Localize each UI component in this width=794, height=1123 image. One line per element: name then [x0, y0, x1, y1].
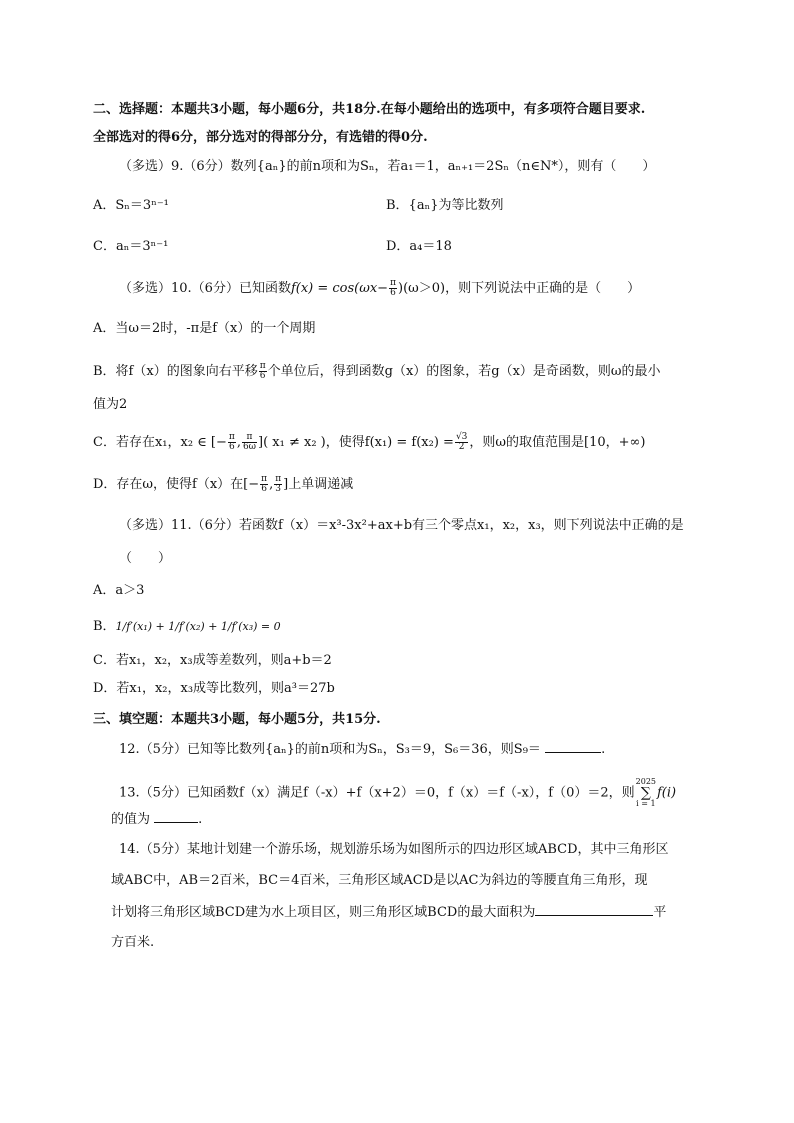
q12-text: 12.（5分）已知等比数列{aₙ}的前n项和为Sₙ，S₃＝9，S₆＝36，则S₉＝ .: [119, 742, 606, 757]
q11-option-b-expr: 1/f′(x₁) + 1/f′(x₂) + 1/f′(x₃) = 0: [115, 620, 281, 633]
q10-frac-pi6-b: $\frac{\pi}{6}$: [259, 361, 266, 381]
q12-answer-blank[interactable]: [545, 740, 601, 753]
q11-stem: （多选）11.（6分）若函数f（x）＝x³-3x²+ax+b有三个零点x₁，x₂，x₃，则下列说法中正确的是: [119, 518, 684, 533]
q10-frac-pi6: $\frac{\pi}{6}$: [390, 278, 396, 298]
q14-line3: 计划将三角形区域BCD建为水上项目区，则三角形区域BCD的最大面积为 平: [111, 905, 667, 920]
q11-option-c: C．若x₁，x₂，x₃成等差数列，则a+b＝2: [93, 653, 332, 668]
q14-answer-blank[interactable]: [535, 903, 653, 916]
q13-answer-blank[interactable]: [154, 810, 198, 823]
section2-header-line1: 二、选择题：本题共3小题，每小题6分，共18分.在每小题给出的选项中，有多项符合题目要求.: [93, 102, 646, 117]
q9-stem: （多选）9.（6分）数列{aₙ}的前n项和为Sₙ，若a₁＝1，aₙ₊₁＝2Sₙ（n∈N*），则有（ ）: [119, 159, 656, 174]
q14-line4: 方百米.: [111, 935, 155, 950]
q10-option-a: A．当ω＝2时，-π是f（x）的一个周期: [93, 321, 316, 336]
q10-frac-c2: $\frac{\pi}{6\omega}$: [242, 432, 257, 452]
q14-line2: 域ABC中，AB＝2百米，BC＝4百米，三角形区域ACD是以AC为斜边的等腰直角三角形，现: [111, 873, 648, 888]
q13-sum-body: f(i): [657, 785, 677, 801]
q10-stem: [119, 279, 640, 298]
q10-stem-before: （多选）10.（6分）已知函数: [119, 281, 291, 296]
section3-header: 三、填空题：本题共3小题，每小题5分，共15分.: [93, 712, 381, 727]
q11-option-a: A．a＞3: [93, 583, 145, 598]
section2-header-line2: 全部选对的得6分，部分选对的得部分分，有选错的得0分.: [93, 130, 428, 145]
q10-stem-func: f(x) = cos(ωx−: [290, 281, 389, 296]
q11-option-d: D．若x₁，x₂，x₃成等比数列，则a³＝27b: [93, 681, 335, 696]
q10-option-b-line1: B．将f（x）的图象向右平移 $\frac{\pi}{6}$ 个单位后，得到函数g（x）的图象，若g（x）是奇函数，则ω的最小: [93, 361, 661, 381]
q10-frac-d1: $\frac{\pi}{6}$: [261, 474, 268, 494]
q10-frac-d2: $\frac{\pi}{3}$: [275, 474, 282, 494]
q9-option-c: C．aₙ＝3ⁿ⁻¹: [93, 239, 169, 254]
q9-option-b: B．{aₙ}为等比数列: [386, 198, 504, 213]
q10-stem-after: )(ω＞0)，则下列说法中正确的是（ ）: [398, 281, 641, 296]
q10-option-c: C．若存在x₁，x₂ ∈ [− $\frac{\pi}{6}$ , $\frac{\pi}{6\omega}$ ]( x₁ ≠ x₂ )，使得f(x₁) = f(x₂) = $\frac{√3}{2}$ ，则ω的取值范围是[10，+∞): [93, 432, 646, 452]
q10-frac-c3: $\frac{√3}{2}$: [455, 432, 468, 452]
q13-sum-symbol: 2025 ∑ i = 1: [635, 777, 656, 808]
q9-option-d: D．a₄＝18: [386, 239, 452, 254]
q10-option-b-line2: 值为2: [93, 397, 128, 412]
q10-frac-c1: $\frac{\pi}{6}$: [228, 432, 235, 452]
q14-line1: 14.（5分）某地计划建一个游乐场，规划游乐场为如图所示的四边形区域ABCD，其中三角形区: [119, 842, 669, 857]
q11-option-b: B．1/f′(x₁) + 1/f′(x₂) + 1/f′(x₃) = 0: [93, 619, 281, 634]
q11-paren: （ ）: [119, 551, 172, 566]
q9-option-a: A．Sₙ＝3ⁿ⁻¹: [93, 198, 169, 213]
q10-option-d: D．存在ω，使得f（x）在[− $\frac{\pi}{6}$ , $\frac{\pi}{3}$ ]上单调递减: [93, 474, 354, 494]
q13-text: 13.（5分）已知函数f（x）满足f（-x）+f（x+2）＝0，f（x）＝f（-x），f（0）＝2，则2025 ∑ i = 1f(i): [119, 777, 677, 808]
q13-line2: 的值为 .: [111, 812, 203, 827]
